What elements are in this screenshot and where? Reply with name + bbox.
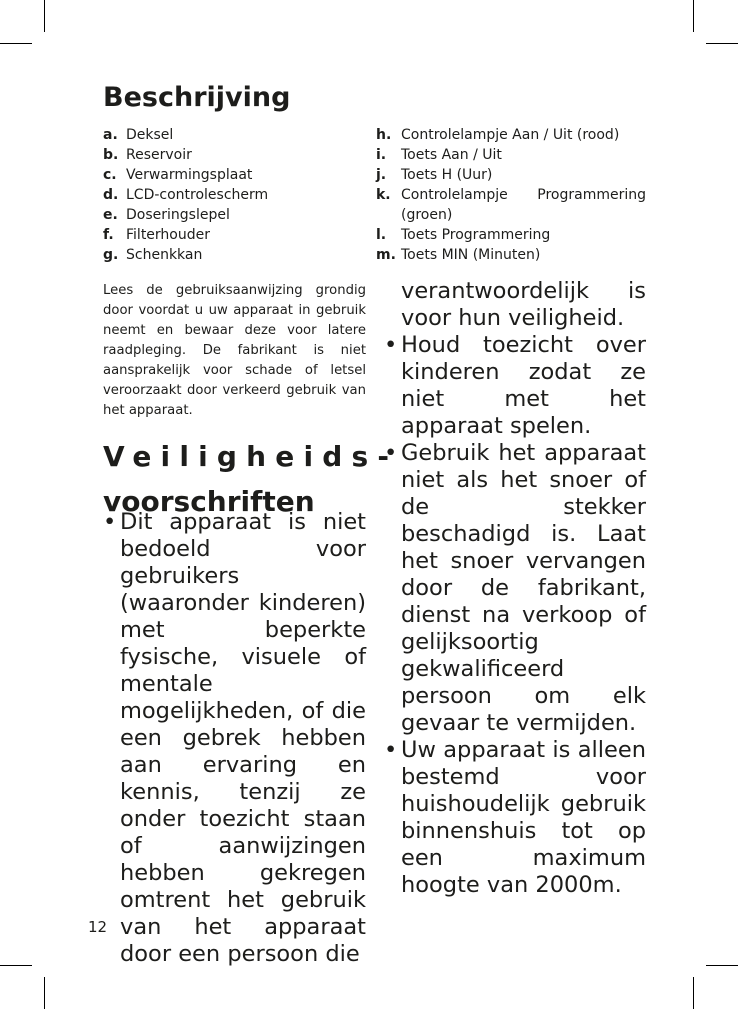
list-item: c. Verwarmingsplaat (103, 167, 253, 183)
page-title: Beschrijving (103, 82, 291, 113)
crop-mark-bottom-left-h (0, 965, 32, 966)
safety-bullet-1-continued: verantwoordelijk is voor hun veiligheid. (401, 278, 646, 331)
list-item: a. Deksel (103, 127, 174, 143)
list-item: b. Reservoir (103, 147, 192, 163)
parts-list-left (103, 125, 363, 265)
intro-paragraph: Lees de gebruiksaanwijzing grondig door voordat u uw apparaat in gebruik neemt en bewaar deze voor latere raadpleging. De fabrikant is niet aansprakelijk voor schade of letsel veroorzaakt door verkeerd gebruik van het apparaat. (103, 283, 366, 418)
crop-mark-top-left-h (0, 43, 32, 44)
crop-mark-bottom-left-v (44, 977, 45, 1009)
list-item: f. Filterhouder (103, 227, 210, 243)
list-item: g. Schenkkan (103, 247, 203, 263)
parts-list-right (376, 125, 646, 265)
safety-list-left (103, 509, 366, 968)
safety-heading-line2: voorschriften (103, 485, 315, 518)
safety-bullet-1: • Dit apparaat is niet bedoeld voor gebruikers (waaronder kinderen) met beperkte fysische, visuele of mentale mogelijkheden, of die een gebrek hebben aan ervaring en kennis, tenzij ze onder toezicht staan of aanwijzingen hebben gekregen omtrent het gebruik van het apparaat door een persoon die (103, 509, 366, 968)
safety-list-right (384, 278, 646, 899)
safety-bullet-2: • Houd toezicht over kinderen zodat ze niet met het apparaat spelen. (384, 332, 646, 440)
safety-bullet-3: • Gebruik het apparaat niet als het snoer of de stekker beschadigd is. Laat het snoer vervangen door de fabrikant, dienst na verkoop of gelijksoortig gekwalificeerd persoon om elk gevaar te vermijden. (384, 440, 646, 737)
list-item: j. Toets H (Uur) (376, 167, 493, 183)
safety-heading-line1: Veiligheids- (103, 440, 399, 473)
list-item: m. Toets MIN (Minuten) (376, 247, 541, 263)
list-item: e. Doseringslepel (103, 207, 230, 223)
page-number: 12 (88, 918, 108, 936)
list-item: k. Controlelampje Programmering (groen) (376, 187, 646, 223)
safety-bullet-4: • Uw apparaat is alleen bestemd voor huishoudelijk gebruik binnenshuis tot op een maximum hoogte van 2000m. (384, 737, 646, 899)
crop-mark-top-right-h (706, 43, 738, 44)
list-item: d. LCD-controlescherm (103, 187, 269, 203)
crop-mark-top-left-v (44, 0, 45, 32)
crop-mark-bottom-right-v (693, 977, 694, 1009)
list-item: l. Toets Programmering (376, 227, 551, 243)
list-item: h. Controlelampje Aan / Uit (rood) (376, 127, 620, 143)
list-item: i. Toets Aan / Uit (376, 147, 502, 163)
crop-mark-bottom-right-h (706, 965, 738, 966)
crop-mark-top-right-v (693, 0, 694, 32)
